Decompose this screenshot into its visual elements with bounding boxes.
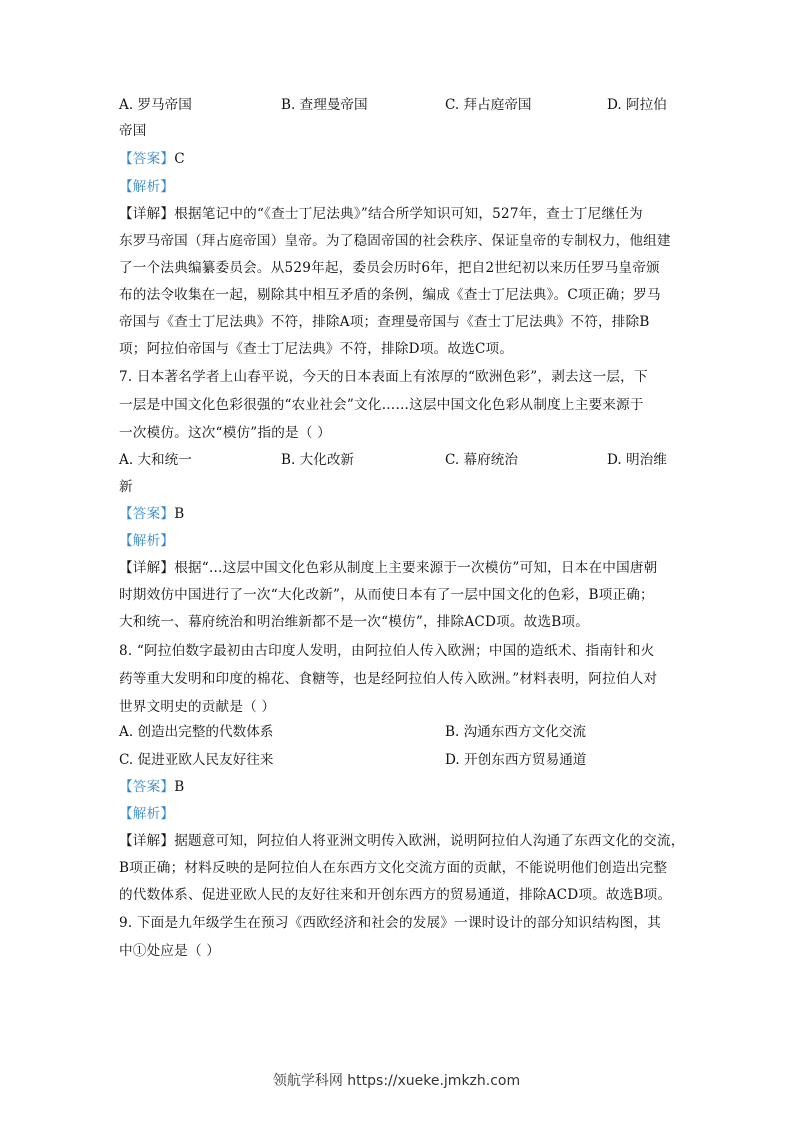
q6-detail-line: 布的法令收集在一起，剔除其中相互矛盾的条例，编成《查士丁尼法典》。C项正确；罗马 (119, 287, 661, 303)
q7-option-d: D. 明治维 (607, 452, 667, 468)
q7-stem-line: 7. 日本著名学者上山春平说，今天的日本表面上有浓厚的“欧洲色彩”，剥去这一层，下 (119, 369, 648, 385)
q8-stem-line: 世界文明史的贡献是（ ） (119, 699, 276, 715)
answer-value: C (174, 151, 185, 167)
q8-detail-line: B项正确；材料反映的是阿拉伯人在东西方文化交流方面的贡献，不能说明他们创造出完整 (119, 860, 668, 876)
q6-analysis-label: 【解析】 (119, 179, 175, 195)
q6-option-d: D. 阿拉伯 (607, 97, 667, 113)
q7-stem-line: 一次模仿。这次“模仿”指的是（ ） (119, 425, 331, 441)
q7-answer: 【答案】B (119, 506, 185, 522)
q8-stem-line: 8. “阿拉伯数字最初由古印度人发明，由阿拉伯人传入欧洲；中国的造纸术、指南针和火 (119, 643, 655, 659)
q7-option-d-continued: 新 (119, 479, 133, 495)
q6-option-c: C. 拜占庭帝国 (445, 97, 532, 113)
q9-stem-line: 中①处应是（ ） (119, 943, 221, 959)
q6-option-a: A. 罗马帝国 (119, 97, 192, 113)
q8-answer: 【答案】B (119, 779, 185, 795)
page-footer: 领航学科网 https://xueke.jmkzh.com (272, 1073, 521, 1089)
q8-analysis-label: 【解析】 (119, 806, 175, 822)
q6-detail-line: 项；阿拉伯帝国与《查士丁尼法典》不符，排除D项。故选C项。 (119, 341, 514, 357)
q7-analysis-label: 【解析】 (119, 533, 175, 549)
detail-label: 【详解】 (119, 206, 175, 222)
answer-label: 【答案】 (119, 151, 175, 167)
q8-option-c: C. 促进亚欧人民友好往来 (119, 752, 274, 768)
q8-detail-line: 【详解】据题意可知，阿拉伯人将亚洲文明传入欧洲，说明阿拉伯人沟通了东西文化的交流， (119, 833, 685, 849)
q6-detail-line: 东罗马帝国（拜占庭帝国）皇帝。为了稳固帝国的社会秩序、保证皇帝的专制权力，他组建 (119, 233, 671, 249)
q7-option-b: B. 大化改新 (281, 452, 355, 468)
q7-option-a: A. 大和统一 (119, 452, 192, 468)
q7-option-c: C. 幕府统治 (445, 452, 518, 468)
q7-stem-line: 一层是中国文化色彩很强的“农业社会”文化……这层中国文化色彩从制度上主要来源于 (119, 397, 644, 413)
q6-detail-line: 帝国与《查士丁尼法典》不符，排除A项；查理曼帝国与《查士丁尼法典》不符，排除B (119, 314, 650, 330)
q9-stem-line: 9. 下面是九年级学生在预习《西欧经济和社会的发展》一课时设计的部分知识结构图，其 (119, 915, 662, 931)
q8-detail-line: 的代数体系、促进亚欧人民的友好往来和开创东西方的贸易通道，排除ACD项。故选B项。 (119, 887, 672, 903)
q7-detail-line: 【详解】根据“…这层中国文化色彩从制度上主要来源于一次模仿”可知，日本在中国唐朝 (119, 560, 658, 576)
q6-option-b: B. 查理曼帝国 (281, 97, 368, 113)
q6-detail-line: 了一个法典编纂委员会。从529年起，委员会历时6年，把自2世纪初以来历任罗马皇帝颁 (119, 260, 660, 276)
q8-stem-line: 药等重大发明和印度的棉花、食糖等，也是经阿拉伯人传入欧洲。”材料表明，阿拉伯人对 (119, 671, 658, 687)
q6-detail-line: 【详解】根据笔记中的“《查士丁尼法典》”结合所学知识可知，527年，查士丁尼继任为 (119, 206, 643, 222)
q6-answer (119, 150, 185, 168)
q6-option-d-continued: 帝国 (119, 123, 147, 139)
q8-option-a: A. 创造出完整的代数体系 (119, 724, 274, 740)
q8-option-d: D. 开创东西方贸易通道 (445, 752, 587, 768)
q7-detail-line: 时期效仿中国进行了一次“大化改新”，从而使日本有了一层中国文化的色彩，B项正确； (119, 587, 654, 603)
q8-option-b: B. 沟通东西方文化交流 (445, 724, 586, 740)
q7-detail-line: 大和统一、幕府统治和明治维新都不是一次“模仿”，排除ACD项。故选B项。 (119, 614, 590, 630)
